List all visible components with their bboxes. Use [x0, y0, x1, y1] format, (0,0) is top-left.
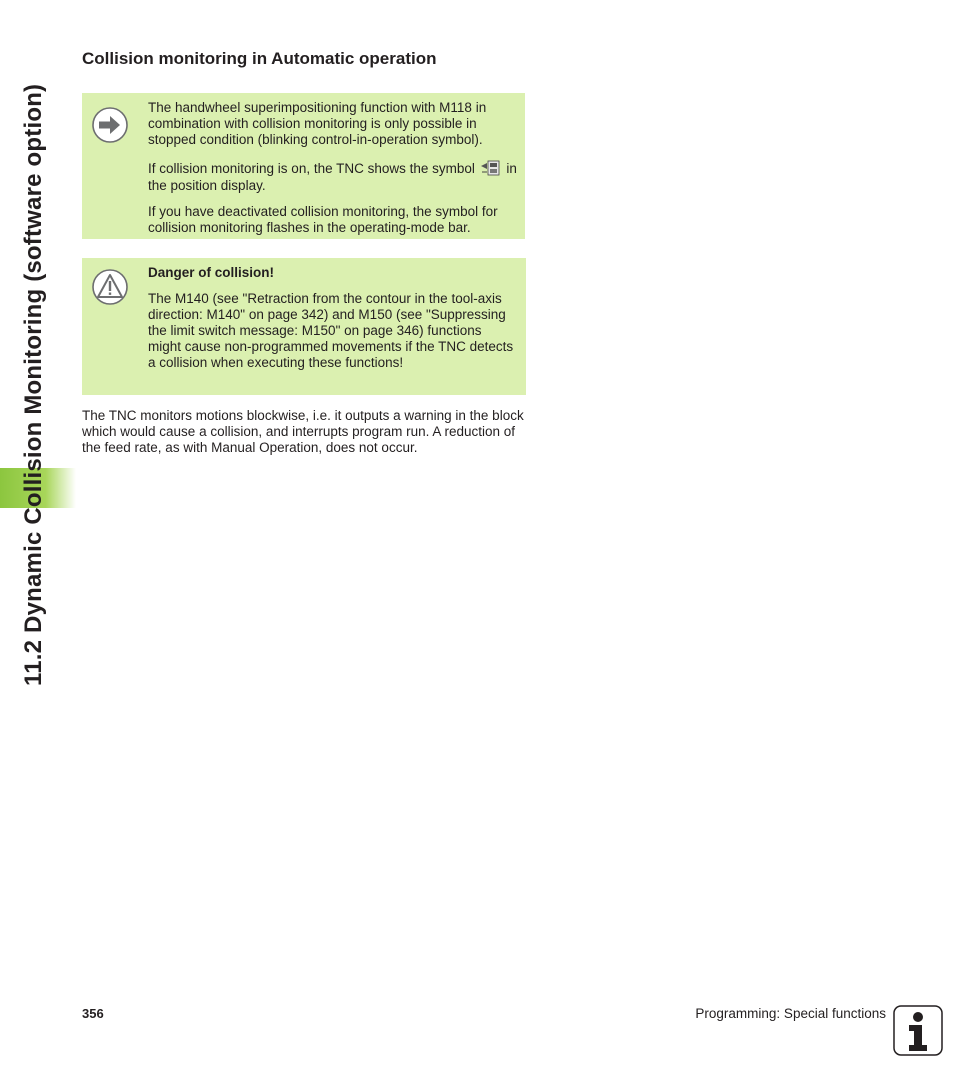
info-note-paragraph-2-end: in the position display.	[148, 161, 517, 193]
warning-note-title: Danger of collision!	[148, 265, 275, 280]
section-heading: Collision monitoring in Automatic operation	[82, 49, 437, 68]
warning-triangle-icon	[91, 268, 129, 306]
warning-note	[82, 258, 526, 395]
arrow-right-icon	[91, 106, 129, 144]
info-note-paragraph-2-start: If collision monitoring is on, the TNC shows the symbol	[148, 161, 475, 176]
info-icon	[893, 1005, 943, 1056]
body-paragraph: The TNC monitors motions blockwise, i.e. it outputs a warning in the block which would cause a collision, and interrupts program run. A reduction of the feed rate, as with Manual Operation, does not occur.	[82, 408, 524, 455]
info-note-paragraph-1: The handwheel superimpositioning function with M118 in combination with collision monitoring is only possible in stopped condition (blinking control-in-operation symbol).	[148, 100, 487, 147]
info-note-paragraph-2	[148, 158, 517, 194]
chapter-side-title: 11.2 Dynamic Collision Monitoring (software option)	[20, 83, 47, 686]
warning-note-text	[148, 265, 518, 381]
footer-chapter-title: Programming: Special functions	[695, 1006, 886, 1021]
info-note-paragraph-3: If you have deactivated collision monitoring, the symbol for collision monitoring flashes in the operating-mode bar.	[148, 204, 498, 235]
info-note-text	[148, 100, 517, 246]
collision-monitoring-symbol-icon	[480, 158, 502, 178]
warning-note-body: The M140 (see "Retraction from the contour in the tool-axis direction: M140" on page 342) and M150 (see "Suppressing the limit switch message: M150" on page 346) functions might cause non-programmed movements if the TNC detects a collision when executing these functions!	[148, 291, 514, 370]
page-number: 356	[82, 1006, 104, 1021]
info-note	[82, 93, 525, 239]
